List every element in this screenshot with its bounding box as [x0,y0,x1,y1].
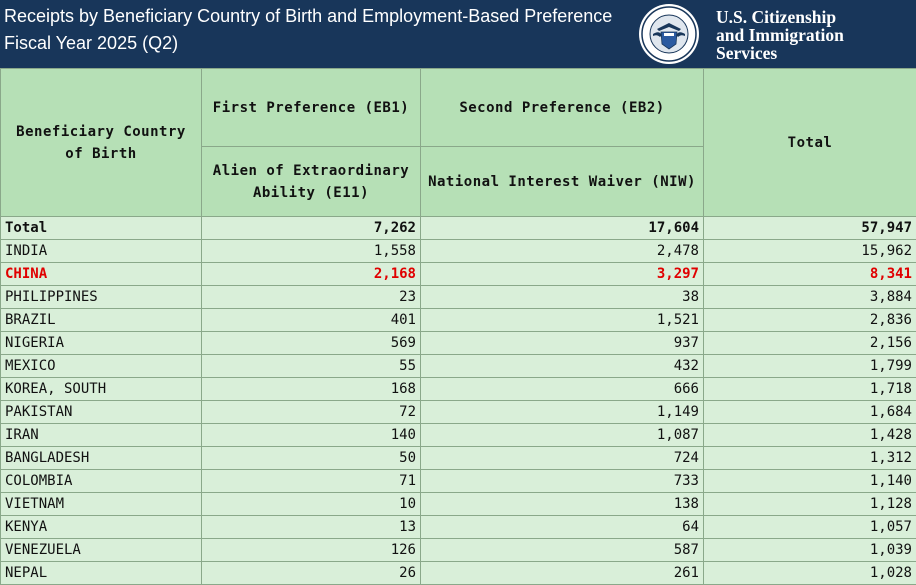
cell-niw: 724 [421,447,704,470]
cell-e11: 13 [202,516,421,539]
cell-country: BRAZIL [1,309,202,332]
agency-line-3: Services [716,44,844,62]
cell-country: BANGLADESH [1,447,202,470]
table-row [1,470,916,493]
table-row [1,447,916,470]
agency-line-1: U.S. Citizenship [716,8,844,26]
cell-total: 1,312 [704,447,916,470]
cell-e11: 71 [202,470,421,493]
cell-niw: 3,297 [421,263,704,286]
table-row [1,355,916,378]
table-row [1,562,916,585]
page-title [4,3,644,57]
cell-total: 2,156 [704,332,916,355]
table-row [1,424,916,447]
cell-country: VENEZUELA [1,539,202,562]
cell-niw: 2,478 [421,240,704,263]
dhs-seal-icon [633,2,705,66]
table-row [1,309,916,332]
cell-country: INDIA [1,240,202,263]
title-line-2: Fiscal Year 2025 (Q2) [4,30,644,57]
table-row [1,516,916,539]
table-row [1,378,916,401]
cell-e11: 401 [202,309,421,332]
cell-niw: 261 [421,562,704,585]
cell-niw: 937 [421,332,704,355]
cell-e11: 168 [202,378,421,401]
cell-total: 1,684 [704,401,916,424]
cell-total: 1,799 [704,355,916,378]
cell-e11: 55 [202,355,421,378]
header-niw: National Interest Waiver (NIW) [421,147,704,217]
table-row [1,539,916,562]
table-row [1,286,916,309]
cell-country: NIGERIA [1,332,202,355]
cell-e11: 1,558 [202,240,421,263]
page-header [0,0,916,68]
cell-total: 1,057 [704,516,916,539]
cell-niw: 733 [421,470,704,493]
cell-e11: 50 [202,447,421,470]
cell-total: 3,884 [704,286,916,309]
table-row [1,493,916,516]
cell-country: IRAN [1,424,202,447]
header-eb1: First Preference (EB1) [202,69,421,147]
cell-niw: 64 [421,516,704,539]
cell-total: 1,039 [704,539,916,562]
table-row [1,401,916,424]
cell-e11: 72 [202,401,421,424]
cell-niw: 587 [421,539,704,562]
cell-total: 1,428 [704,424,916,447]
table-body [1,217,916,585]
cell-total: 15,962 [704,240,916,263]
cell-niw: 1,521 [421,309,704,332]
cell-niw: 38 [421,286,704,309]
table-row [1,217,916,240]
cell-e11: 569 [202,332,421,355]
cell-total: 1,128 [704,493,916,516]
cell-e11: 2,168 [202,263,421,286]
cell-niw: 17,604 [421,217,704,240]
header-eb2: Second Preference (EB2) [421,69,704,147]
cell-e11: 140 [202,424,421,447]
title-line-1: Receipts by Beneficiary Country of Birth and Employment-Based Preference [4,3,644,30]
cell-country: COLOMBIA [1,470,202,493]
cell-country: NEPAL [1,562,202,585]
cell-country: PHILIPPINES [1,286,202,309]
cell-total: 2,836 [704,309,916,332]
cell-total: 57,947 [704,217,916,240]
header-e11: Alien of Extraordinary Ability (E11) [202,147,421,217]
cell-niw: 432 [421,355,704,378]
table-row [1,263,916,286]
cell-niw: 1,149 [421,401,704,424]
cell-total: 8,341 [704,263,916,286]
cell-country: CHINA [1,263,202,286]
cell-country: MEXICO [1,355,202,378]
cell-country: Total [1,217,202,240]
cell-country: KENYA [1,516,202,539]
cell-country: VIETNAM [1,493,202,516]
cell-niw: 138 [421,493,704,516]
receipts-table [0,68,916,585]
cell-e11: 10 [202,493,421,516]
cell-total: 1,028 [704,562,916,585]
cell-e11: 7,262 [202,217,421,240]
header-total: Total [704,69,916,217]
agency-line-2: and Immigration [716,26,844,44]
cell-niw: 666 [421,378,704,401]
header-country: Beneficiary Country of Birth [1,69,202,217]
table-row [1,240,916,263]
cell-niw: 1,087 [421,424,704,447]
cell-country: KOREA, SOUTH [1,378,202,401]
table-row [1,332,916,355]
cell-country: PAKISTAN [1,401,202,424]
cell-total: 1,140 [704,470,916,493]
cell-e11: 26 [202,562,421,585]
cell-total: 1,718 [704,378,916,401]
cell-e11: 23 [202,286,421,309]
cell-e11: 126 [202,539,421,562]
agency-name [716,8,844,62]
